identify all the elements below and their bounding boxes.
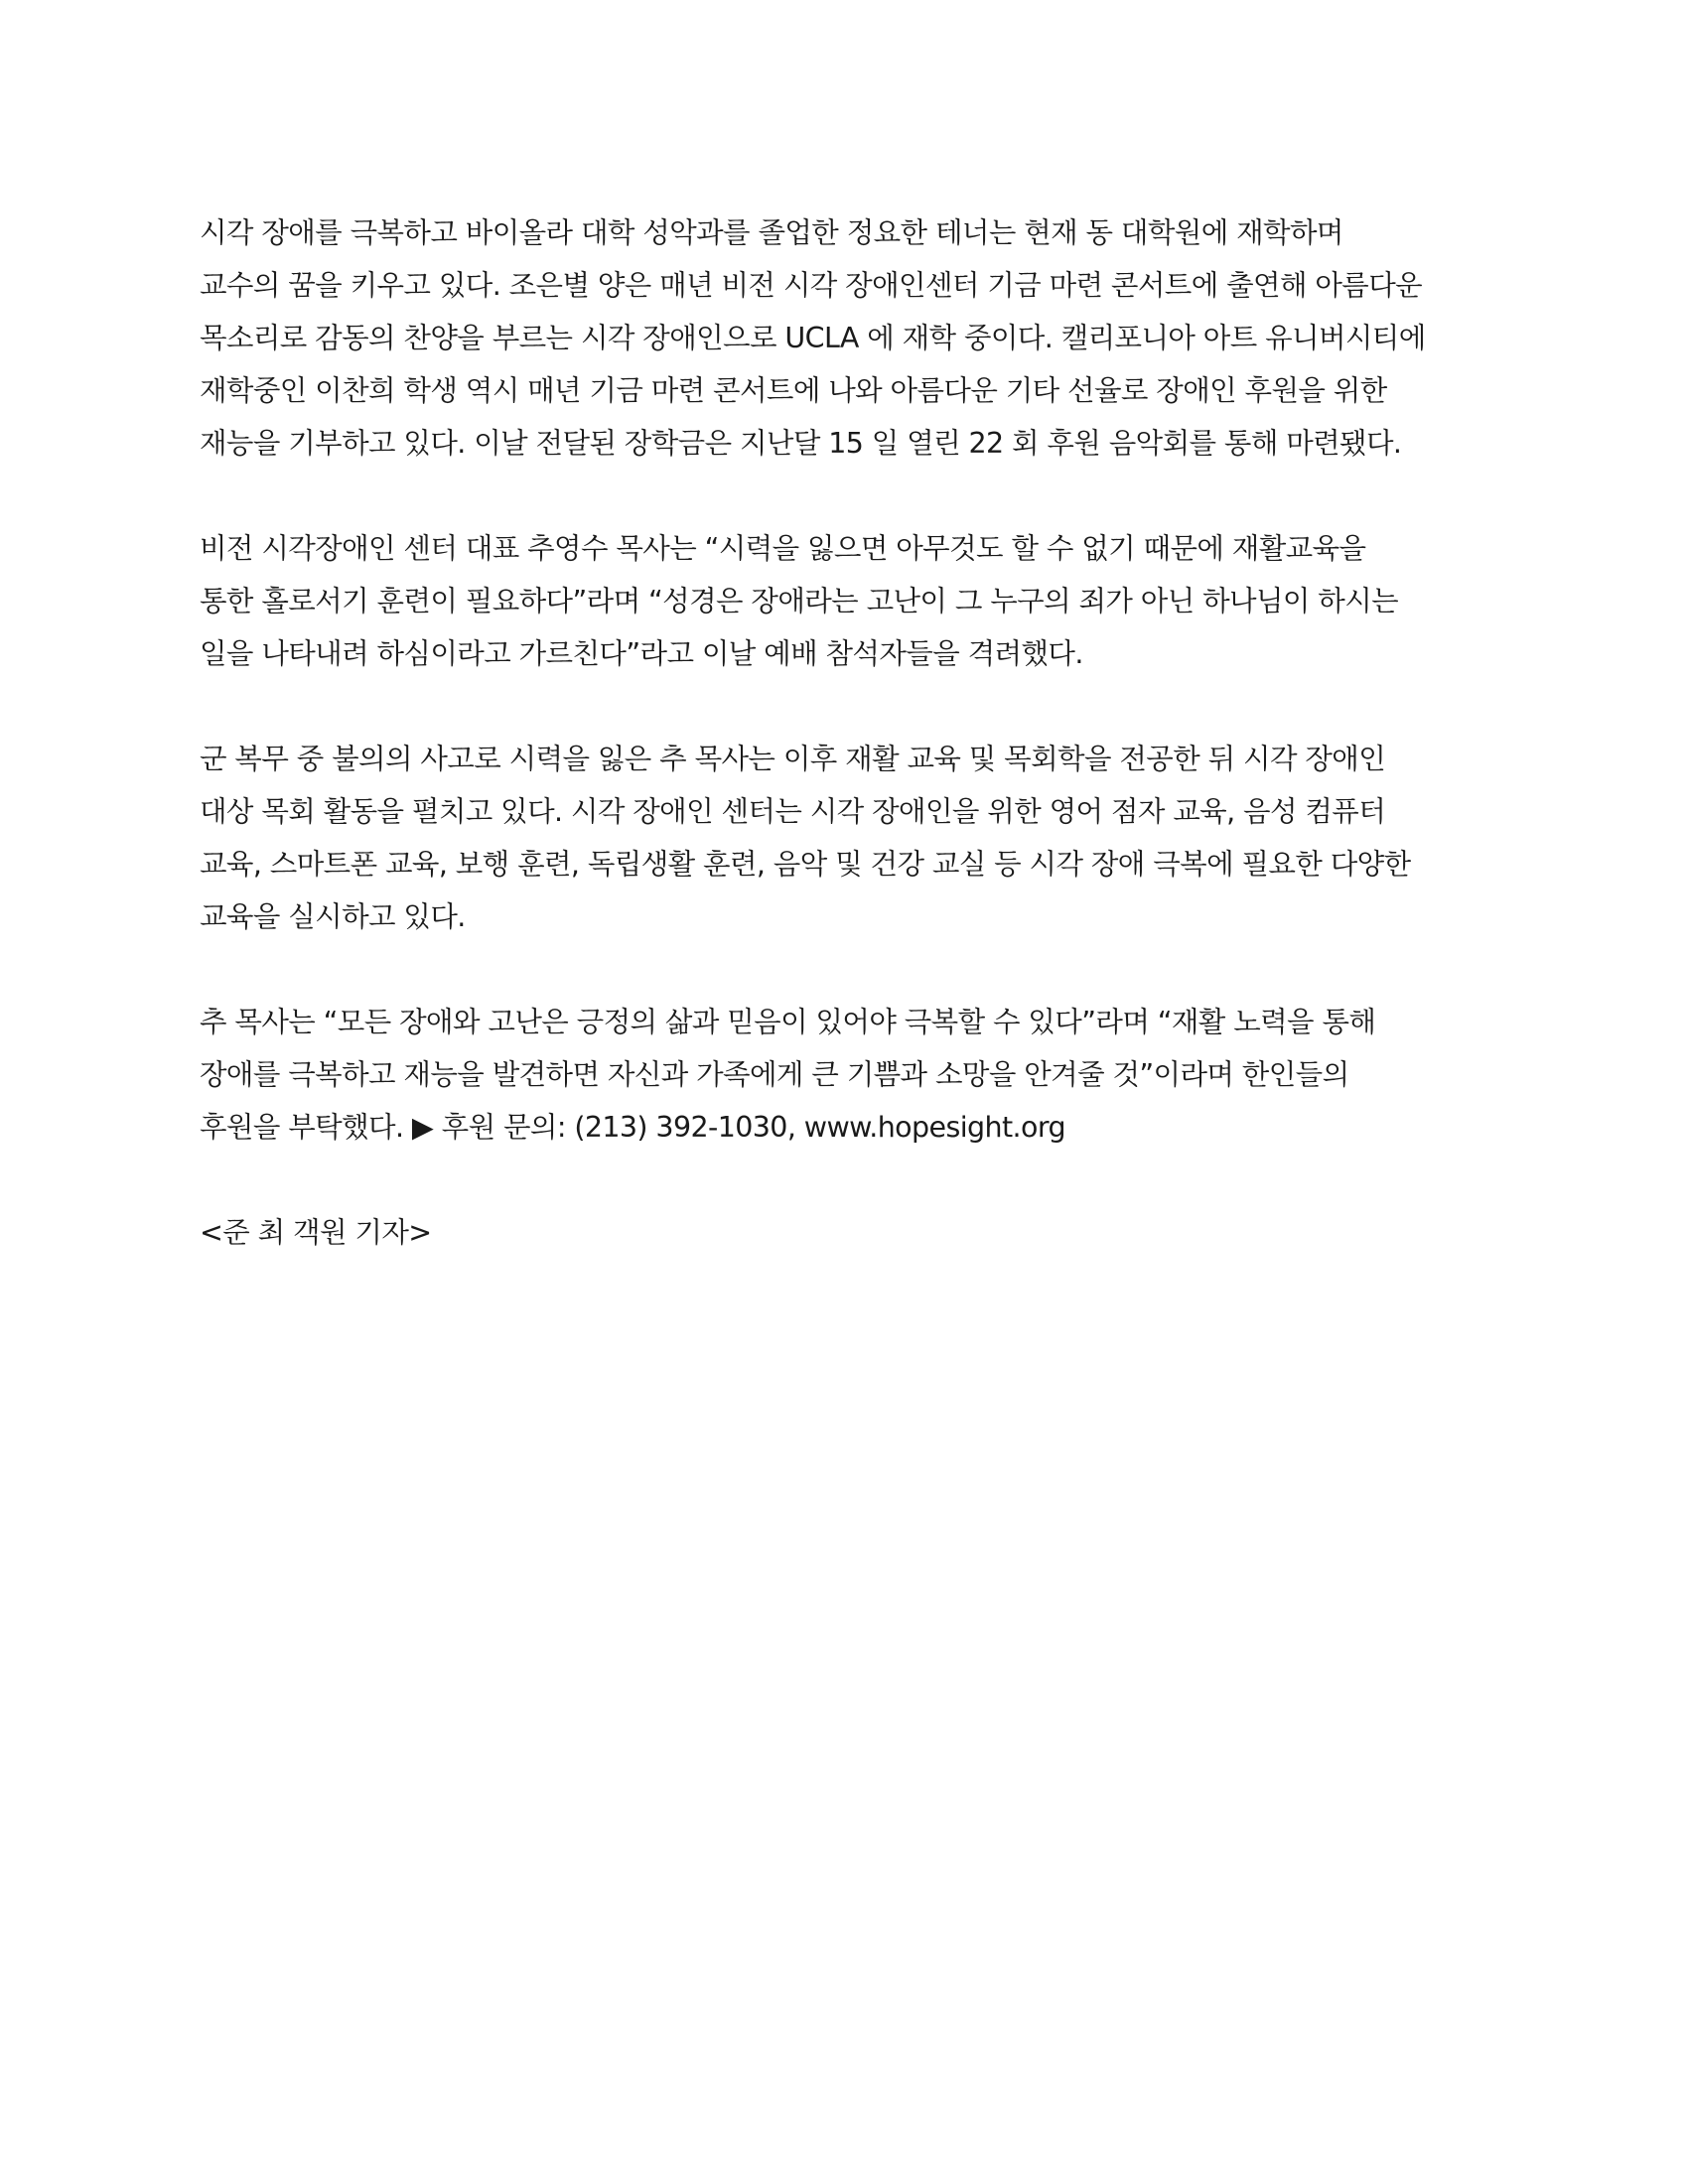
- text-line: 일을 나타내려 하심이라고 가르친다”라고 이날 예배 참석자들을 격려했다.: [200, 637, 1083, 670]
- text-line: 교육을 실시하고 있다.: [200, 900, 466, 933]
- text-line: 군 복무 중 불의의 사고로 시력을 잃은 추 목사는 이후 재활 교육 및 목회학을 전공한 뒤 시각 장애인: [200, 743, 1386, 775]
- text-line: 대상 목회 활동을 펼치고 있다. 시각 장애인 센터는 시각 장애인을 위한 영어 점자 교육, 음성 컴퓨터: [200, 795, 1386, 828]
- byline: <준 최 객원 기자>: [200, 1216, 432, 1249]
- text-line: 교수의 꿈을 키우고 있다. 조은별 양은 매년 비전 시각 장애인센터 기금 마련 콘서트에 출연해 아름다운: [200, 269, 1423, 302]
- text-line: 교육, 스마트폰 교육, 보행 훈련, 독립생활 훈련, 음악 및 건강 교실 등 시각 장애 극복에 필요한 다양한: [200, 848, 1411, 881]
- paragraph-2: [200, 522, 1490, 680]
- text-line: 재능을 기부하고 있다. 이날 전달된 장학금은 지난달 15 일 열린 22 회 후원 음악회를 통해 마련됐다.: [200, 427, 1402, 460]
- text-line: 시각 장애를 극복하고 바이올라 대학 성악과를 졸업한 정요한 테너는 현재 동 대학원에 재학하며: [200, 216, 1343, 249]
- text-line: 후원을 부탁했다. ▶ 후원 문의: (213) 392-1030, www.hopesight.org: [200, 1111, 1065, 1144]
- paragraph-3: [200, 733, 1490, 943]
- paragraph-4: [200, 996, 1490, 1154]
- text-line: 장애를 극복하고 재능을 발견하면 자신과 가족에게 큰 기쁨과 소망을 안겨줄 것”이라며 한인들의: [200, 1058, 1349, 1091]
- paragraph-1: [200, 206, 1490, 470]
- article-body: [200, 206, 1490, 1259]
- text-line: 목소리로 감동의 찬양을 부르는 시각 장애인으로 UCLA 에 재학 중이다. 캘리포니아 아트 유니버시티에: [200, 322, 1426, 354]
- text-line: 비전 시각장애인 센터 대표 추영수 목사는 “시력을 잃으면 아무것도 할 수 없기 때문에 재활교육을: [200, 532, 1366, 565]
- text-line: 재학중인 이찬희 학생 역시 매년 기금 마련 콘서트에 나와 아름다운 기타 선율로 장애인 후원을 위한: [200, 374, 1387, 407]
- text-line: 추 목사는 “모든 장애와 고난은 긍정의 삶과 믿음이 있어야 극복할 수 있다”라며 “재활 노력을 통해: [200, 1006, 1376, 1038]
- text-line: 통한 홀로서기 훈련이 필요하다”라며 “성경은 장애라는 고난이 그 누구의 죄가 아닌 하나님이 하시는: [200, 585, 1399, 617]
